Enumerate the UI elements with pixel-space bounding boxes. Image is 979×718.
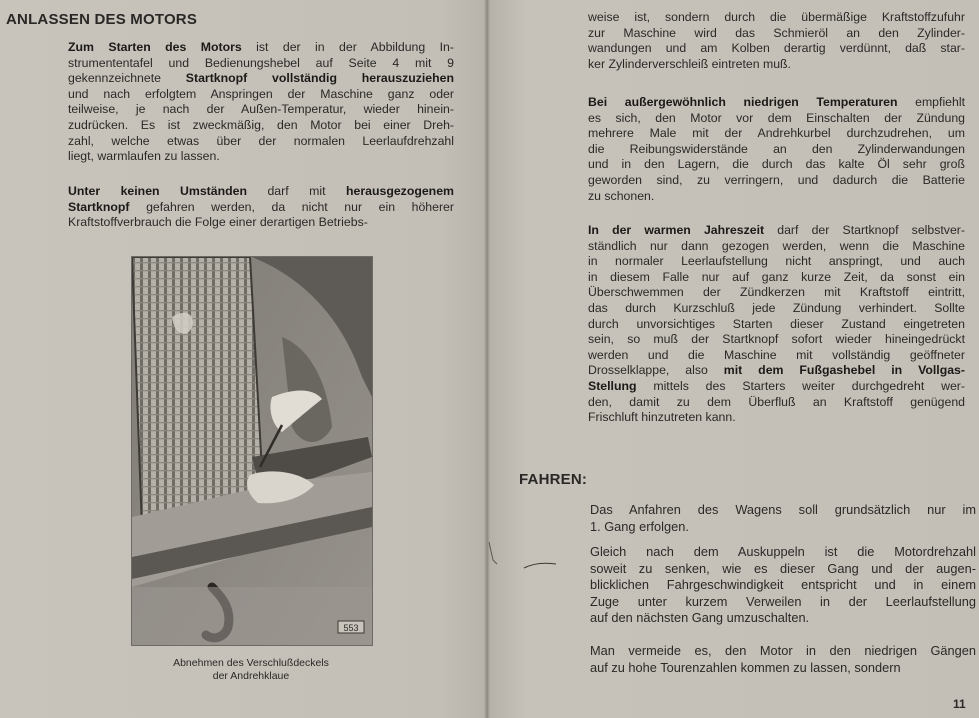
text-line <box>588 10 965 26</box>
text-line <box>588 189 965 205</box>
text-run: mehrere Male mit der Andrehkurbel durchzudrehen, um <box>588 126 965 141</box>
text-line <box>588 239 965 255</box>
text-line <box>588 379 965 395</box>
text-run: weise ist, sondern durch die übermäßige Kraftstoffzufuhr <box>588 10 965 24</box>
text-line <box>588 410 965 426</box>
text-line <box>590 544 976 561</box>
text-run: blicklichen Fahrgeschwindigkeit entspricht und in einem <box>590 577 976 592</box>
text-line <box>588 348 965 364</box>
text-line <box>588 142 965 158</box>
text-line <box>588 332 965 348</box>
text-run: liegt, warmlaufen zu lassen. <box>68 149 220 164</box>
paragraph <box>588 95 965 204</box>
text-line <box>68 184 454 200</box>
text-run: wandungen und am Kolben derartig verdünnt, daß star- <box>588 41 965 56</box>
figure-number: 553 <box>343 623 359 633</box>
text-run: teilweise, je nach der Außen-Temperatur, wieder hinein- <box>68 102 454 117</box>
text-run: in diesem Falle nur auf ganz kurze Zeit, da sonst ein <box>588 269 965 284</box>
section-heading-fahren: FAHREN: <box>519 471 588 488</box>
text-run: gekennzeichnete <box>68 71 186 86</box>
text-line <box>588 270 965 286</box>
text-run: Drosselklappe, also <box>588 363 724 378</box>
text-line <box>68 71 454 87</box>
text-run: ist der in der Abbildung In- <box>241 40 454 54</box>
text-run: zudrücken. Es ist zweckmäßig, den Motor bei einer Dreh- <box>68 117 454 132</box>
text-line <box>588 395 965 411</box>
text-line <box>590 561 976 578</box>
paragraph <box>590 643 976 676</box>
text-run: ker Zylinderverschleiß eintreten muß. <box>588 56 791 71</box>
caption-line: Abnehmen des Verschlußdeckels <box>173 657 329 669</box>
text-run: und in den Lagern, die durch das kalte Öl sehr groß <box>588 157 965 172</box>
text-run: darf der Startknopf selbstver- <box>764 223 965 237</box>
pencil-mark <box>522 556 562 576</box>
text-run: sein, so muß der Startknopf sofort wieder hineingedrückt <box>588 332 965 347</box>
paragraph <box>68 184 454 231</box>
text-run: zu schonen. <box>588 188 655 203</box>
text-line <box>68 102 454 118</box>
text-run: mittels des Starters weiter durchgedreht wer- <box>636 378 965 393</box>
engine-hood-photo <box>132 257 372 645</box>
text-line <box>68 200 454 216</box>
text-line <box>588 57 965 73</box>
text-line <box>588 126 965 142</box>
paragraph <box>590 502 976 535</box>
pencil-tick-mark <box>487 540 499 570</box>
paragraph <box>68 40 454 165</box>
text-line <box>590 502 976 519</box>
text-line <box>68 149 454 165</box>
bold-text: mit dem Fußgashebel in Vollgas- <box>723 363 965 378</box>
caption-line: der Andrehklaue <box>212 669 290 682</box>
text-run: auf zu hohe Tourenzahlen kommen zu lassen, sondern <box>590 659 901 675</box>
figure-caption <box>131 657 371 682</box>
text-line <box>68 134 454 150</box>
text-run: werden und die Maschine mit vollständig geöffneter <box>588 347 965 362</box>
text-line <box>588 41 965 57</box>
text-run: geworden sind, zu verringern, und dadurch die Batterie <box>588 172 965 187</box>
paragraph <box>588 223 965 426</box>
text-run: zahl, welche etwas über der normalen Leerlaufdrehzahl <box>68 133 454 148</box>
text-line <box>68 118 454 134</box>
text-run: Gleich nach dem Auskuppeln ist die Motordrehzahl <box>590 544 976 559</box>
text-line <box>588 363 965 379</box>
bold-text: Startknopf vollständig herauszuziehen <box>185 71 454 86</box>
text-run: durch unvorsichtiges Starten dieser Zustand eingetreten <box>588 316 965 331</box>
text-run: ständlich nur dann gezogen werden, wenn die Maschine <box>588 238 965 253</box>
text-line <box>68 56 454 72</box>
text-line <box>588 285 965 301</box>
text-run: strumententafel und Bedienungshebel auf Seite 4 mit 9 <box>68 55 454 70</box>
text-line <box>68 40 454 56</box>
bold-text: Zum Starten des Motors <box>68 40 242 54</box>
text-line <box>588 111 965 127</box>
text-run: die Reibungswiderstände an den Zylinderwandungen <box>588 141 965 156</box>
bold-text: Stellung <box>588 378 637 393</box>
text-run: Zuge unter kurzem Verweilen in der Leerlaufstellung <box>590 593 976 609</box>
text-run: Überschwemmen der Zündkerzen mit Kraftstoff eintritt, <box>588 285 965 300</box>
text-line <box>588 95 965 111</box>
text-run: Kraftstoffverbrauch die Folge einer derartigen Betriebs- <box>68 215 368 230</box>
text-run: Frischluft hinzutreten kann. <box>588 410 736 425</box>
text-run: auf den nächsten Gang umzuschalten. <box>590 610 810 625</box>
text-line <box>588 157 965 173</box>
bold-text: Startknopf <box>68 199 130 214</box>
bold-text: Unter keinen Umständen <box>68 184 247 198</box>
bold-text: In der warmen Jahreszeit <box>588 223 765 237</box>
text-run: empfiehlt <box>897 95 965 109</box>
page-number: 11 <box>953 697 966 711</box>
text-line <box>590 660 976 677</box>
text-run: Das Anfahren des Wagens soll grundsätzlich nur im <box>590 502 976 517</box>
text-line <box>590 519 976 536</box>
text-line <box>68 87 454 103</box>
text-run: und nach erfolgtem Anspringen der Maschine ganz oder <box>68 86 454 101</box>
text-line <box>590 643 976 660</box>
text-run: es sich, den Motor vor dem Einschalten der Zündung <box>588 110 965 125</box>
text-line <box>588 254 965 270</box>
bold-text: herausgezogenem <box>346 184 454 198</box>
text-run: soweit zu senken, wie es dieser Gang und der augen- <box>590 560 976 576</box>
paragraph <box>590 544 976 627</box>
text-run: Man vermeide es, den Motor in den niedrigen Gängen <box>590 643 976 658</box>
text-run: in normaler Leerlaufstellung nicht anspringt, und auch <box>588 254 965 269</box>
text-run: 1. Gang erfolgen. <box>590 518 689 534</box>
section-heading-anlassen: ANLASSEN DES MOTORS <box>6 11 198 28</box>
text-line <box>590 610 976 627</box>
text-line <box>588 173 965 189</box>
text-run: gefahren werden, da nicht nur ein höherer <box>129 199 454 214</box>
paragraph <box>588 10 965 72</box>
bold-text: Bei außergewöhnlich niedrigen Temperaturen <box>588 95 898 109</box>
text-line <box>590 577 976 594</box>
text-run: darf mit <box>246 184 346 198</box>
text-run: zur Maschine wird das Schmieröl an den Zylinder- <box>588 25 965 40</box>
text-run: das durch Kurzschluß jede Zündung verhindert. Sollte <box>588 300 965 315</box>
text-line <box>68 215 454 231</box>
text-run: den, damit zu dem Überfluß an Kraftstoff genügend <box>588 394 965 409</box>
text-line <box>590 594 976 611</box>
text-line <box>588 26 965 42</box>
figure-photo <box>131 256 373 646</box>
text-line <box>588 317 965 333</box>
text-line <box>588 223 965 239</box>
text-line <box>588 301 965 317</box>
book-gutter <box>484 0 490 718</box>
